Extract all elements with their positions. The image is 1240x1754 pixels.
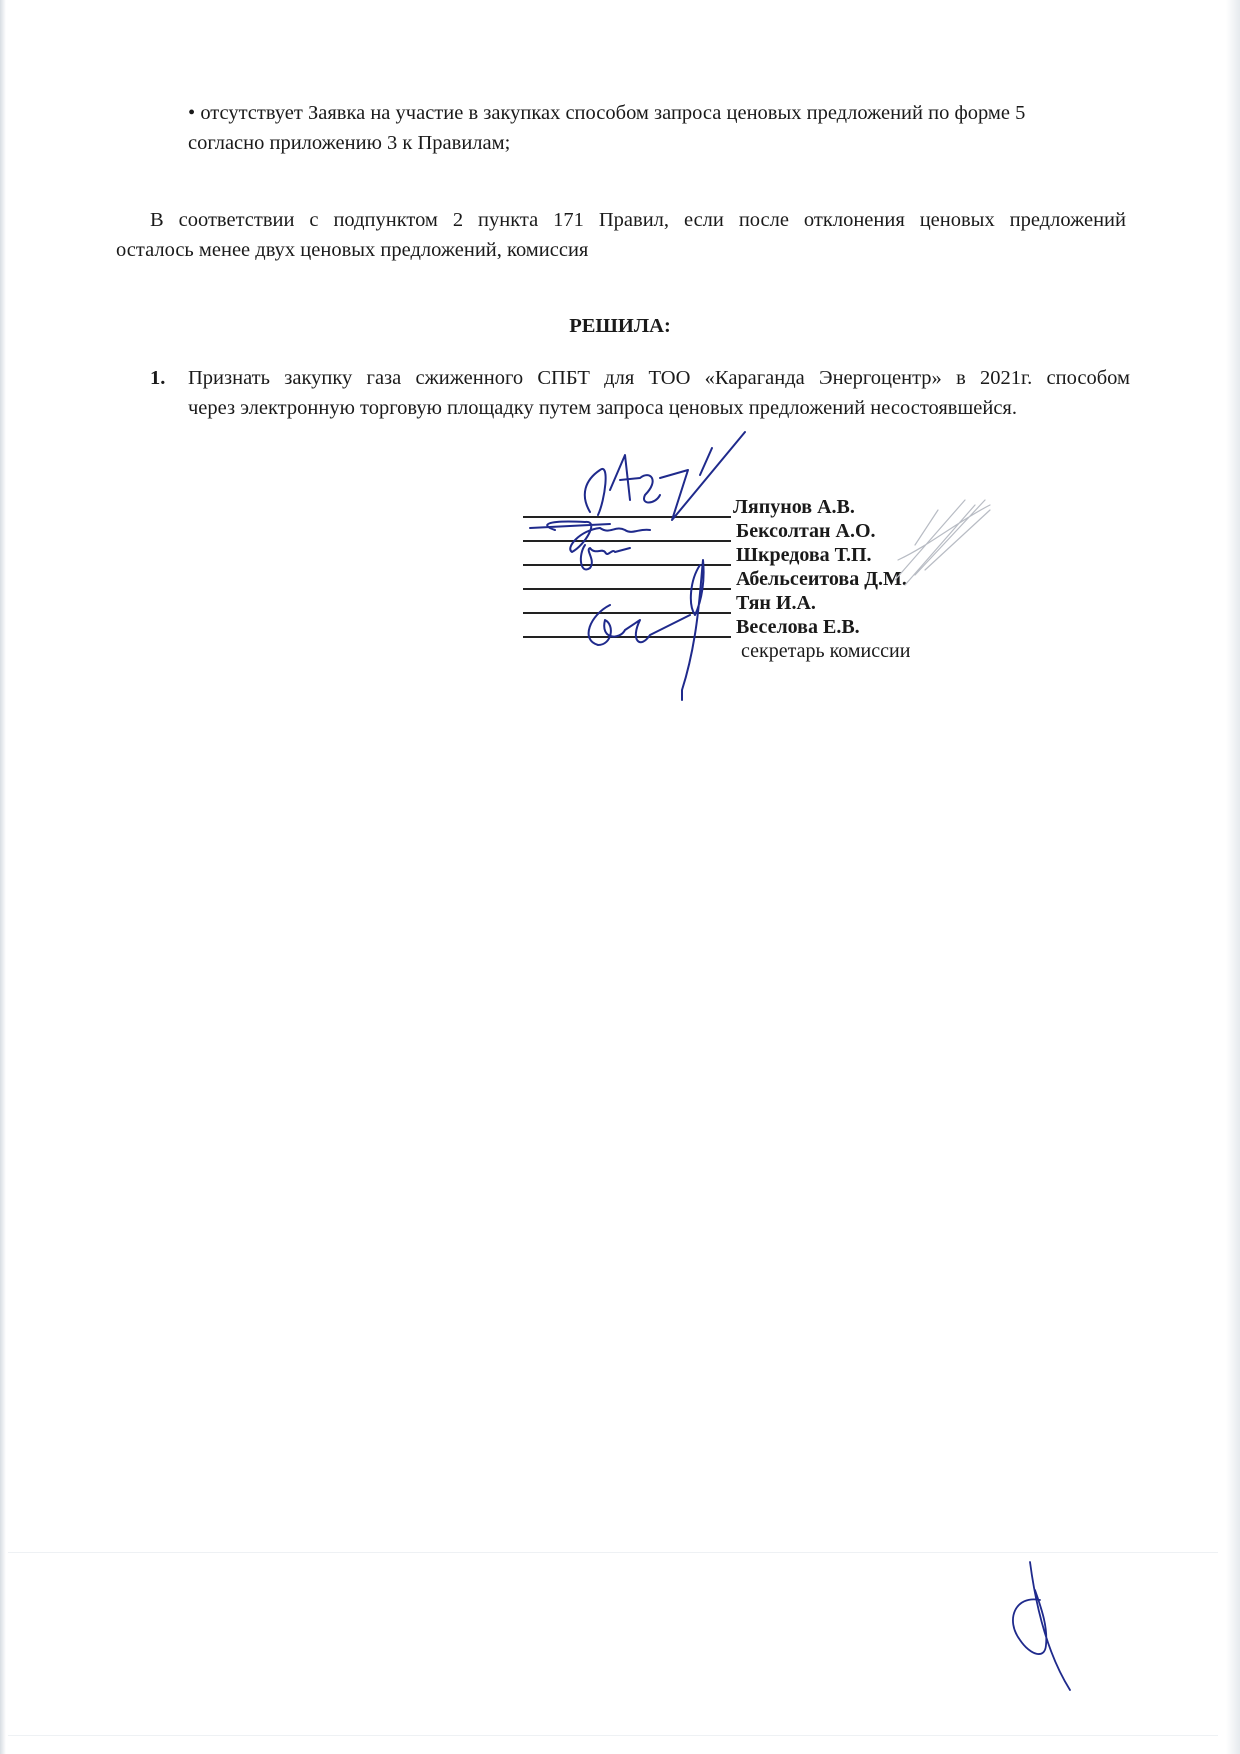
scan-artifact-line <box>8 1552 1218 1553</box>
decision-number: 1. <box>150 367 166 389</box>
decision-item <box>150 363 1130 423</box>
bullet-line-2: согласно приложению 3 к Правилам; <box>188 132 511 154</box>
decision-heading: РЕШИЛА: <box>569 315 671 337</box>
signatory-name: Абельсеитова Д.М. <box>736 568 907 590</box>
decision-line-2: через электронную торговую площадку путем запроса ценовых предложений несостоявшейся. <box>188 397 1017 419</box>
signature-line <box>523 612 731 614</box>
signatory-name: Тян И.А. <box>736 592 816 614</box>
signatory-name: Веселова Е.В. <box>736 616 860 638</box>
scan-artifact-line <box>8 1735 1218 1736</box>
scan-edge-right <box>1226 0 1240 1754</box>
paragraph-line-2: осталось менее двух ценовых предложений, комиссия <box>116 239 589 261</box>
bullet-mark: • <box>188 102 196 124</box>
bullet-line-1 <box>188 98 1128 128</box>
signature-line <box>523 564 731 566</box>
signatory-name: Бексолтан А.О. <box>736 520 876 542</box>
signature-line <box>523 636 731 638</box>
scan-edge-left <box>0 0 6 1754</box>
context-paragraph <box>116 205 1126 265</box>
page-initial <box>1013 1562 1070 1690</box>
signatory-name: Ляпунов А.В. <box>733 496 855 518</box>
signature-line <box>523 588 731 590</box>
signature-line <box>523 516 731 518</box>
signatory-name: Шкредова Т.П. <box>736 544 872 566</box>
secretary-role: секретарь комиссии <box>741 640 911 662</box>
signature-line <box>523 540 731 542</box>
bullet-paragraph <box>188 98 1128 158</box>
paragraph-line-1: В соответствии с подпунктом 2 пункта 171 Правил, если после отклонения ценовых предложений <box>150 209 1126 231</box>
bullet-text-1: отсутствует Заявка на участие в закупках способом запроса ценовых предложений по форме 5 <box>200 102 1026 124</box>
signature-block <box>523 490 1023 720</box>
decision-line-1: Признать закупку газа сжиженного СПБТ для ТОО «Караганда Энергоцентр» в 2021г. способом <box>188 367 1130 389</box>
